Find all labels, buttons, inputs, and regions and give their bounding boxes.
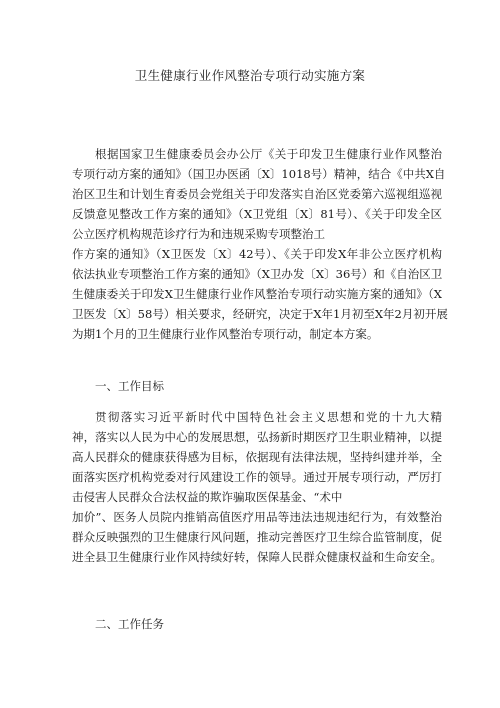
paragraph-basis — [72, 144, 448, 344]
heading-text: 一、工作目标 — [95, 379, 164, 393]
text-line: 依法执业专项整治工作方案的通知》（X卫办发〔X〕36号）和《自治区卫 — [72, 267, 443, 281]
text-line: 加价”、医务人员院内推销高值医疗用品等违法违规违纪行为，有效整治 — [72, 510, 442, 524]
text-line: 治区卫生和计划生育委员会党组关于印发落实自治区党委第六巡视组巡视 — [72, 187, 442, 201]
text-line: 作方案的通知》（X卫医发〔X〕42号）、《关于印发X年非公立医疗机构 — [72, 247, 442, 261]
section-heading-tasks — [72, 614, 442, 634]
text-line: 高人民群众的健康获得感为目标，依据现有法律法规，坚持纠建并举，全 — [72, 450, 442, 464]
text-line: 进全县卫生健康行业作风持续好转，保障人民群众健康权益和生命安全。 — [72, 550, 442, 564]
text-line: 击侵害人民群众合法权益的欺诈骗取医保基金、“术中 — [72, 490, 343, 504]
text-line: 为期1个月的卫生健康行业作风整治专项行动，制定本方案。 — [72, 327, 379, 341]
heading-text: 二、工作任务 — [95, 617, 164, 631]
paragraph-goals — [72, 407, 442, 567]
text-line: 反馈意见整改工作方案的通知》（X卫党组〔X〕81号）、《关于印发全区 — [72, 207, 442, 221]
document-title: 卫生健康行业作风整治专项行动实施方案 — [134, 68, 366, 83]
text-line: 公立医疗机构规范诊疗行为和违规采购专项整治工 — [72, 227, 325, 241]
section-heading-goals — [72, 376, 442, 396]
text-line: 生健康委关于印发X卫生健康行业作风整治专项行动实施方案的通知》（X — [72, 287, 442, 301]
text-line: 卫医发〔X〕58号）相关要求，经研究，决定于X年1月初至X年2月初开展 — [72, 307, 448, 321]
text-line: 贯彻落实习近平新时代中国特色社会主义思想和党的十九大精 — [95, 410, 442, 424]
text-line: 神，落实以人民为中心的发展思想，弘扬新时期医疗卫生职业精神，以提 — [72, 430, 442, 444]
text-line: 群众反映强烈的卫生健康行风问题，推动完善医疗卫生综合监管制度，促 — [72, 530, 442, 544]
text-line: 专项行动方案的通知》（国卫办医函〔X〕1018号）精神，结合《中共X自 — [72, 167, 446, 181]
text-line: 根据国家卫生健康委员会办公厅《关于印发卫生健康行业作风整治 — [95, 147, 442, 161]
text-line: 面落实医疗机构党委对行风建设工作的领导。通过开展专项行动，严厉打 — [72, 470, 442, 484]
